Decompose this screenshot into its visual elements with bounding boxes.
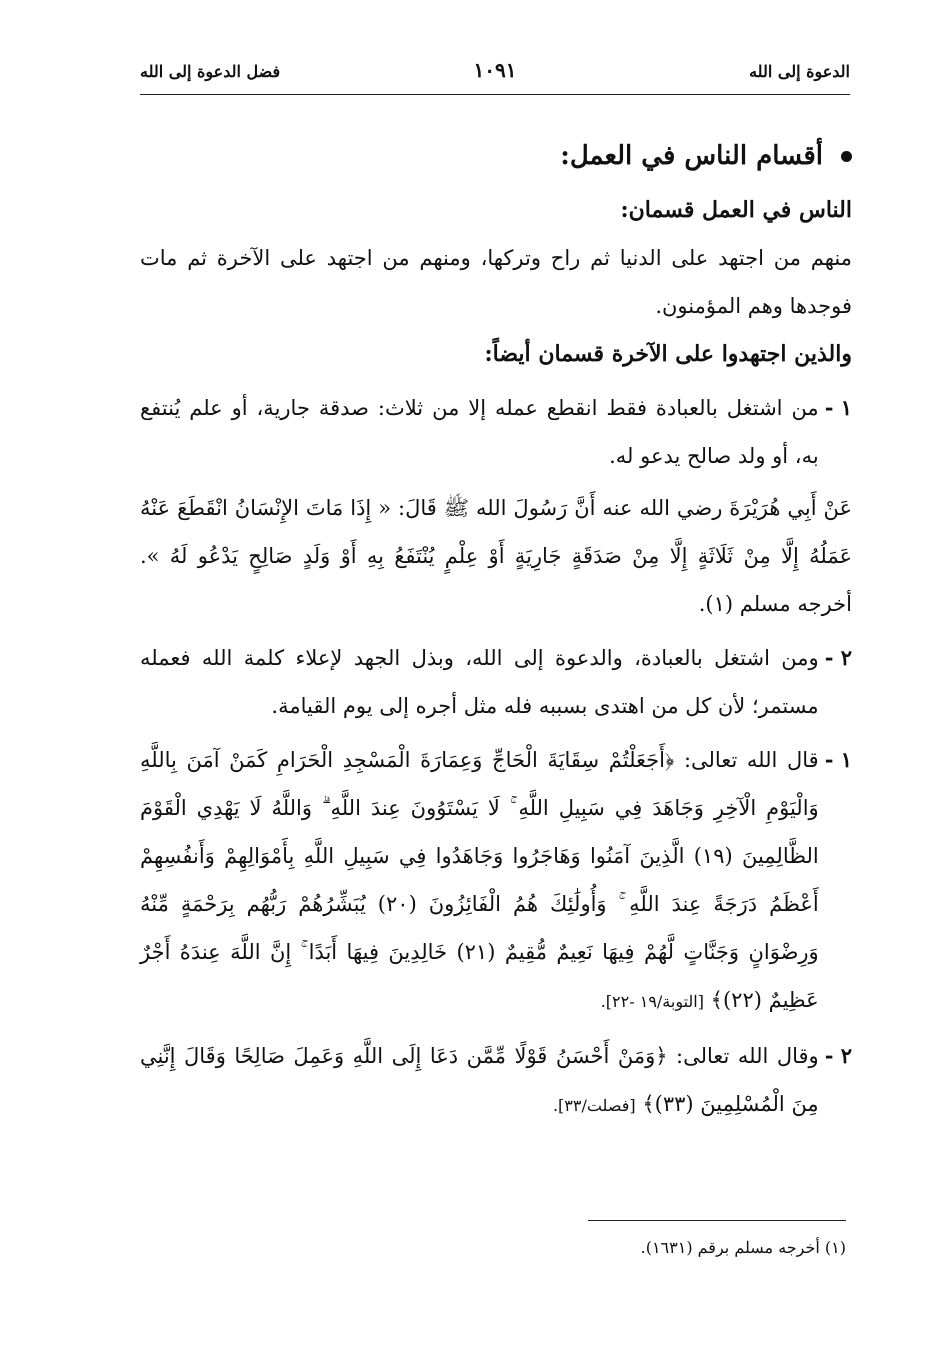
footnote-divider bbox=[588, 1220, 846, 1221]
verse-item bbox=[140, 1032, 852, 1130]
hadith-text: عَنْ أَبِي هُرَيْرَةَ رضي الله عنه أَنَّ رَسُولَ الله ﷺ قَالَ: « إِذَا مَاتَ الإِنْسَانُ انْقَطَعَ عَنْهُ عَمَلُهُ إِلَّا مِنْ ثَلَاثَةٍ إِلَّا مِنْ صَدَقَةٍ جَارِيَةٍ أَوْ عِلْمٍ يُنْتَفَعُ بِهِ أَوْ وَلَدٍ صَالِحٍ يَدْعُو لَهُ ». أخرجه مسلم (١). bbox=[140, 496, 852, 616]
section-running-title: فضل الدعوة إلى الله bbox=[140, 62, 281, 81]
subheading: الناس في العمل قسمان: bbox=[620, 197, 852, 223]
verse-reference: [التوبة/١٩ -٢٢]. bbox=[600, 992, 704, 1011]
section-title: أقسام الناس في العمل: bbox=[560, 141, 823, 171]
chapter-title: الدعوة إلى الله bbox=[749, 62, 850, 81]
quran-verse: ﴿أَجَعَلْتُمْ سِقَايَةَ الْحَاجِّ وَعِمَارَةَ الْمَسْجِدِ الْحَرَامِ كَمَنْ آمَنَ بِاللَّهِ وَالْيَوْمِ الْآخِرِ وَجَاهَدَ فِي سَبِيلِ اللَّهِ ۚ لَا يَسْتَوُونَ عِندَ اللَّهِ ۗ وَاللَّهُ لَا يَهْدِي الْقَوْمَ الظَّالِمِينَ (١٩) الَّذِينَ آمَنُوا وَهَاجَرُوا وَجَاهَدُوا فِي سَبِيلِ اللَّهِ بِأَمْوَالِهِمْ وَأَنفُسِهِمْ أَعْظَمُ دَرَجَةً عِندَ اللَّهِ ۚ وَأُولَٰئِكَ هُمُ الْفَائِزُونَ (٢٠) يُبَشِّرُهُمْ رَبُّهُم بِرَحْمَةٍ مِّنْهُ وَرِضْوَانٍ وَجَنَّاتٍ لَّهُمْ فِيهَا نَعِيمٌ مُّقِيمٌ (٢١) خَالِدِينَ فِيهَا أَبَدًا ۚ إِنَّ اللَّهَ عِندَهُ أَجْرٌ عَظِيمٌ (٢٢)﴾ bbox=[140, 748, 819, 1012]
item-text: ومن اشتغل بالعبادة، والدعوة إلى الله، وبذل الجهد لإعلاء كلمة الله فعمله مستمر؛ لأن كل من اهتدى بسببه فله مثل أجره إلى يوم القيامة. bbox=[140, 646, 819, 718]
subheading-2: والذين اجتهدوا على الآخرة قسمان أيضاً: bbox=[484, 341, 852, 367]
list-item bbox=[140, 634, 852, 730]
intro-paragraph: منهم من اجتهد على الدنيا ثم راح وتركها، ومنهم من اجتهد على الآخرة ثم مات فوجدها وهم المؤمنون. bbox=[140, 246, 852, 318]
running-header bbox=[140, 58, 850, 95]
footnote: (١) أخرجه مسلم برقم (١٦٣١). bbox=[640, 1238, 846, 1257]
verse-reference: [فصلت/٣٣]. bbox=[552, 1096, 636, 1115]
item-number: ١ - bbox=[824, 395, 852, 420]
list-item bbox=[140, 384, 852, 480]
section-heading bbox=[140, 132, 852, 180]
quran-verse: ﴿وَمَنْ أَحْسَنُ قَوْلًا مِّمَّن دَعَا إِلَى اللَّهِ وَعَمِلَ صَالِحًا وَقَالَ إِنَّنِي مِنَ الْمُسْلِمِينَ (٣٣)﴾ bbox=[140, 1044, 819, 1116]
main-text bbox=[140, 132, 852, 1130]
item-number: ٢ - bbox=[824, 645, 852, 670]
verse-number: ١ - bbox=[824, 747, 852, 772]
verse-number: ٢ - bbox=[824, 1043, 852, 1068]
verse-item bbox=[140, 736, 852, 1026]
verse-intro: وقال الله تعالى: bbox=[676, 1044, 819, 1068]
verse-intro: قال الله تعالى: bbox=[683, 748, 819, 772]
item-text: من اشتغل بالعبادة فقط انقطع عمله إلا من ثلاث: صدقة جارية، أو علم يُنتفع به، أو ولد صالح يدعو له. bbox=[140, 396, 819, 468]
bullet-icon bbox=[841, 151, 852, 162]
page-number: ١٠٩١ bbox=[473, 58, 517, 82]
